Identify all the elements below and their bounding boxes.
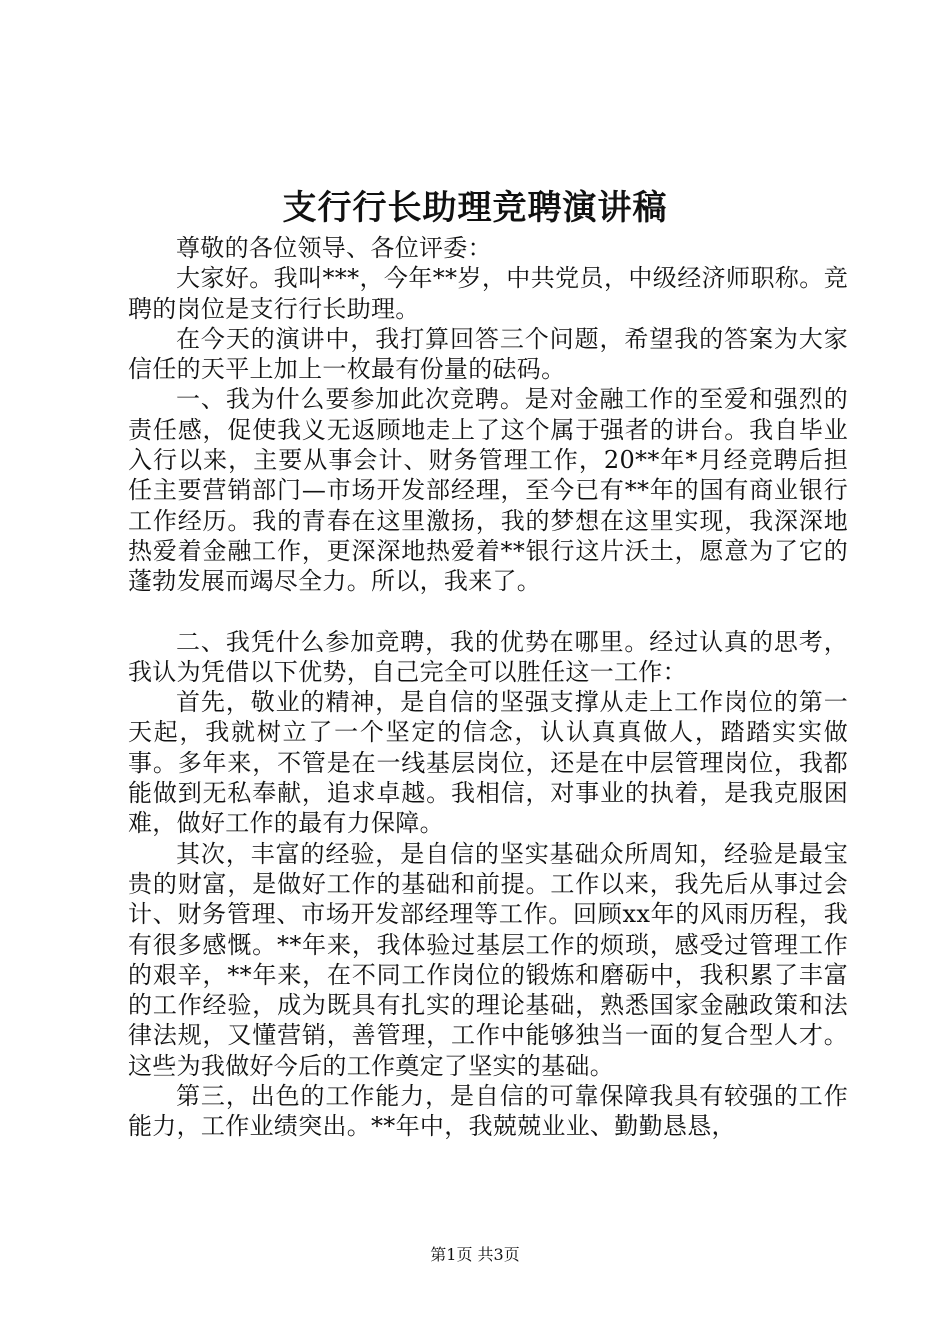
- paragraph-third-ability: 第三，出色的工作能力，是自信的可靠保障我具有较强的工作能力，工作业绩突出。**年中，我兢兢业业、勤勤恳恳，: [128, 1082, 848, 1141]
- document-title: 支行行长助理竞聘演讲稿: [282, 188, 668, 228]
- paragraph-why-compete: 一、我为什么要参加此次竞聘。是对金融工作的至爱和强烈的责任感，促使我义无返顾地走上了这个属于强者的讲台。我自毕业入行以来，主要从事会计、财务管理工作，20**年*月经竞聘后担任主要营销部门—市场开发部经理，至今已有**年的国有商业银行工作经历。我的青春在这里激扬，我的梦想在这里实现，我深深地热爱着金融工作，更深深地热爱着**银行这片沃土，愿意为了它的蓬勃发展而竭尽全力。所以，我来了。: [128, 385, 848, 596]
- paragraph-introduction: 大家好。我叫***，今年**岁，中共党员，中级经济师职称。竞聘的岗位是支行行长助理。: [128, 264, 848, 323]
- paragraph-salutation: 尊敬的各位领导、各位评委：: [176, 234, 492, 262]
- page-number-footer: 第1页 共3页: [430, 1245, 520, 1264]
- paragraph-second-experience: 其次，丰富的经验，是自信的坚实基础众所周知，经验是最宝贵的财富，是做好工作的基础和前提。工作以来，我先后从事过会计、财务管理、市场开发部经理等工作。回顾xx年的风雨历程，我有很多感慨。**年来，我体验过基层工作的烦琐，感受过管理工作的艰辛，**年来，在不同工作岗位的锻炼和磨砺中，我积累了丰富的工作经验，成为既具有扎实的理论基础，熟悉国家金融政策和法律法规，又懂营销，善管理，工作中能够独当一面的复合型人才。这些为我做好今后的工作奠定了坚实的基础。: [128, 839, 848, 1080]
- document-body: [128, 233, 848, 1142]
- paragraph-first-dedication: 首先，敬业的精神，是自信的坚强支撑从走上工作岗位的第一天起，我就树立了一个坚定的信念，认认真真做人，踏踏实实做事。多年来，不管是在一线基层岗位，还是在中层管理岗位，我都能做到无私奉献，追求卓越。我相信，对事业的执着，是我克服困难，做好工作的最有力保障。: [128, 688, 848, 838]
- paragraph-overview: 在今天的演讲中，我打算回答三个问题，希望我的答案为大家信任的天平上加上一枚最有份量的砝码。: [128, 324, 848, 384]
- paragraph-advantages: 二、我凭什么参加竞聘，我的优势在哪里。经过认真的思考，我认为凭借以下优势，自己完全可以胜任这一工作：: [128, 627, 848, 686]
